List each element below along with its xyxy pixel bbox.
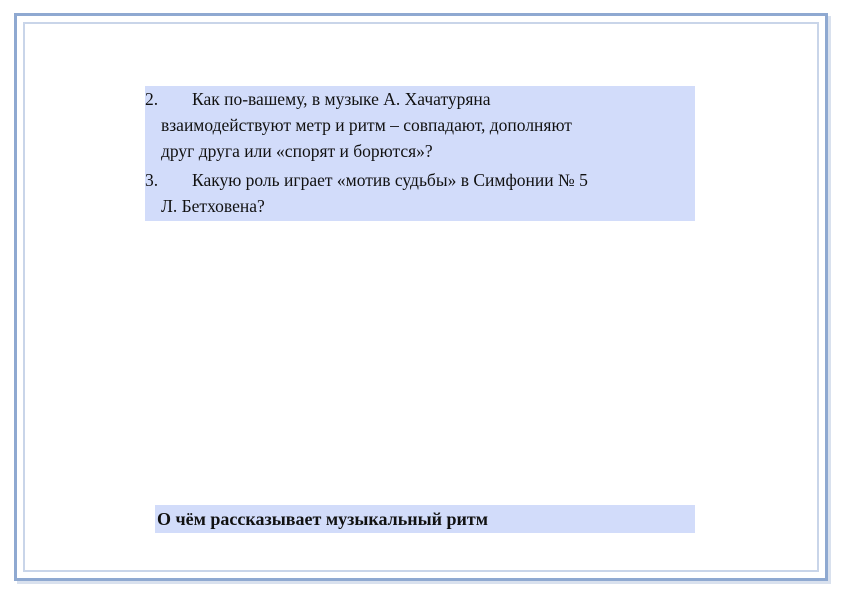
question-line: взаимодействуют метр и ритм – совпадают, дополняют — [161, 115, 572, 135]
frame-shadow-bottom — [17, 581, 831, 584]
question-number: 3. — [145, 170, 159, 190]
question-item — [145, 86, 689, 164]
question-line: Л. Бетховена? — [161, 196, 265, 216]
slide-title: О чём рассказывает музыкальный ритм — [155, 505, 695, 533]
questions-text-box — [145, 86, 695, 221]
question-line: друг друга или «спорят и борются»? — [161, 141, 433, 161]
frame-shadow-right — [828, 16, 831, 584]
question-item — [145, 167, 689, 219]
question-line: Какую роль играет «мотив судьбы» в Симфонии № 5 — [192, 170, 588, 190]
question-line: Как по-вашему, в музыке А. Хачатуряна — [192, 89, 491, 109]
question-number: 2. — [145, 89, 159, 109]
